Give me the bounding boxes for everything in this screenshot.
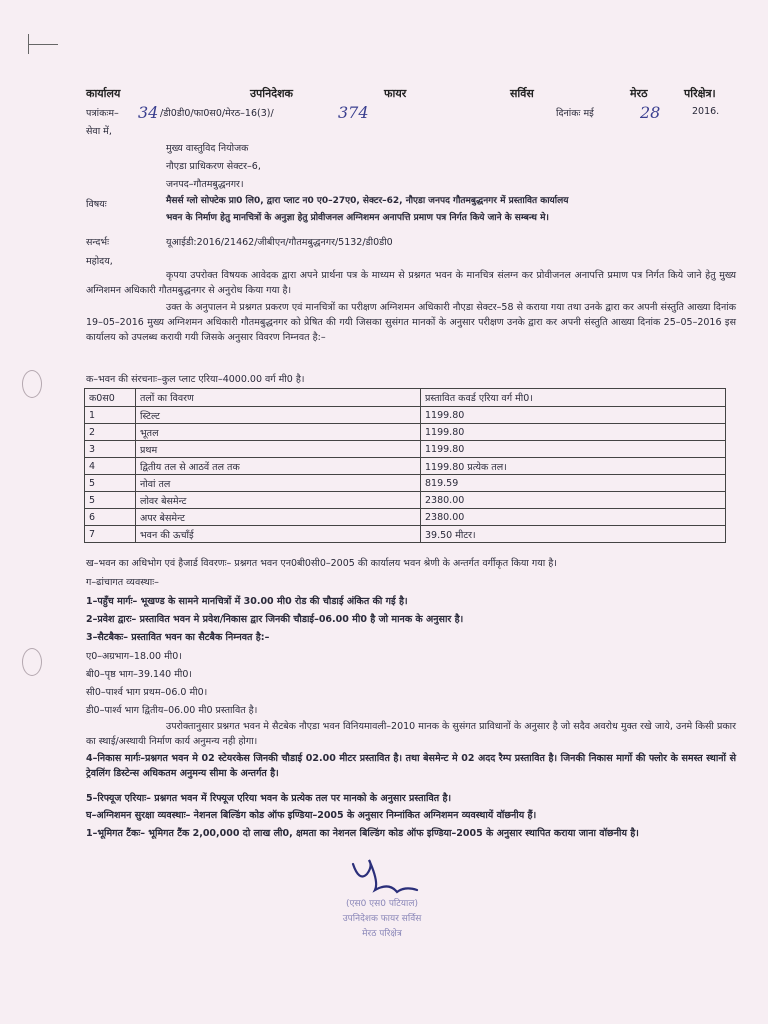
pen-mark-stroke [28, 44, 58, 45]
paragraph-refuge-area: 5–रिफ्यूज एरियाः– प्रश्नगत भवन में रिफ्यूज एरिया भवन के प्रत्येक तल पर मानको के अनुसार प्रस्तावित है। [86, 793, 452, 804]
table-row [85, 509, 726, 526]
header-office: कार्यालय [86, 87, 121, 100]
table-cell: 1199.80 [421, 424, 726, 441]
paragraph-1: कृपया उपरोक्त विषयक आवेदक द्वारा अपने प्रार्थना पत्र के माध्यम से प्रश्नगत भवन के मानचित्र संलग्न कर प्रोवीजनल अनापत्ति प्रमाण पत्र निर्गत किये जाने हेतु मुख्य अग्निशमन अधिकारी गौतमबुद्धनगर से अनुरोध किया गया है। [86, 270, 736, 296]
table-cell: 39.50 मीटर। [421, 526, 726, 543]
table-cell: 3 [85, 441, 136, 458]
addressee-line-1: मुख्य वास्तुविद नियोजक [166, 143, 249, 154]
paragraph-2: उक्त के अनुपालन मे प्रश्नगत प्रकरण एवं मानचित्रों का परीक्षण अग्निशमन अधिकारी नौएडा सेक्टर–58 से कराया गया तथा उनके द्वारा कर अपनी संस्तुति आख्या दिनांक 19–05–2016 मुख्य अग्निशमन अधिकारी गौतमबुद्धनगर को प्रेषित की गयी जिसका सुसंगत मानकों के अनुसार परीक्षण उनके द्वारा कर अपनी संस्तुति आख्या दिनांक 25–05–2016 इस कार्यालय को उपलब्ध करायी गयी जिसके अनुसार विवरण निम्नवत है:– [86, 302, 736, 343]
seva-label: सेवा में, [86, 126, 112, 137]
table-row [85, 441, 726, 458]
table-cell: 2 [85, 424, 136, 441]
section-g-structure: ग–ढांचागत व्यवस्थाः– [86, 577, 159, 588]
subject-label: विषयः [86, 199, 107, 210]
table-cell: 7 [85, 526, 136, 543]
reference-label: सन्दर्भः [86, 237, 109, 248]
table-cell: प्रथम [136, 441, 421, 458]
addressee-line-2: नौएडा प्राधिकरण सेक्टर–6, [166, 161, 261, 172]
table-header-cell: क0स0 [85, 389, 136, 407]
table-cell: नोवां तल [136, 475, 421, 492]
setback-front: ए0–अग्रभाग–18.00 मी0। [86, 651, 182, 662]
header-region: परिक्षेत्र। [684, 87, 716, 100]
table-cell: 5 [85, 475, 136, 492]
letter-number-label: पत्रांकःम– [86, 108, 119, 119]
date-year: 2016. [692, 106, 720, 117]
stamp-place: मेरठ परिक्षेत्र [362, 929, 402, 939]
setback-side-1: सी0–पार्श्व भाग प्रथम–06.0 मी0। [86, 687, 208, 698]
dispatch-number-handwritten: 374 [338, 103, 369, 122]
table-cell: अपर बेसमेन्ट [136, 509, 421, 526]
table-row [85, 458, 726, 475]
date-day-handwritten: 28 [640, 103, 661, 122]
salutation: महोदय, [86, 256, 113, 267]
stamp-name: (एस0 एस0 पटियाल) [346, 899, 418, 909]
table-cell: द्वितीय तल से आठवें तल तक [136, 458, 421, 475]
table-cell: 1 [85, 407, 136, 424]
punch-hole-top [22, 370, 42, 398]
reference-value: यूआईडी:2016/21462/जीबीएन/गौतमबुद्धनगर/5132/डी0डी0 [166, 237, 393, 248]
setback-side-2: डी0–पार्श्व भाग द्वितीय–06.00 मी0 प्रस्तावित है। [86, 705, 258, 716]
header-meerut: मेरठ [630, 87, 648, 100]
section-gh-fire-safety: घ–अग्निशमन सुरक्षा व्यवस्थाः– नेशनल बिल्डिंग कोड ऑफ इण्डिया–2005 के अनुसार निम्नांकित अग्निशमन व्यवस्थायें वॉछनीय हैं। [86, 810, 537, 821]
table-header-row [85, 389, 726, 407]
table-row [85, 492, 726, 509]
letter-number-handwritten: 34 [138, 103, 159, 122]
table-row [85, 475, 726, 492]
floors-table [84, 388, 726, 543]
section-kh-occupancy: ख–भवन का अधिभोग एवं हैजार्ड विवरणः– प्रश्नगत भवन एन0बी0सी0–2005 की कार्यालय भवन श्रेणी के अन्तर्गत वर्गीकृत किया गया है। [86, 558, 557, 569]
table-cell: 1199.80 प्रत्येक तल। [421, 458, 726, 475]
paragraph-underground-tank: 1–भूमिगत टैंकः– भूमिगत टैंक 2,00,000 दो लाख ली0, क्षमता का नेशनल बिल्डिंग कोड ऑफ इण्डिया–2005 के अनुसार स्थापित कराया जाना वॉछनीय है। [86, 828, 639, 839]
table-row [85, 424, 726, 441]
signature [345, 852, 425, 900]
table-row [85, 526, 726, 543]
table-cell: 1199.80 [421, 407, 726, 424]
date-label: दिनांकः मई [556, 108, 594, 119]
subject-line-2: भवन के निर्माण हेतु मानचित्रों के अनुज्ञा हेतु प्रोवीजनल अग्निशमन अनापत्ति प्रमाण पत्र निर्गत किये जाने के सम्बन्ध मे। [166, 213, 549, 223]
letter-number-middle: /डी0डी0/फा0स0/मेरठ–16(3)/ [160, 108, 274, 119]
table-cell: 5 [85, 492, 136, 509]
header-fire: फायर [384, 87, 407, 100]
table-row [85, 407, 726, 424]
table-cell: 1199.80 [421, 441, 726, 458]
item-access-road: 1–पहुँच मार्गः– भूखण्ड के सामने मानचित्रों में 30.00 मी0 रोड की चौडाई अंकित की गई है। [86, 596, 408, 607]
header-service: सर्विस [510, 87, 534, 100]
item-setback: 3–सैटबैकः– प्रस्तावित भवन का सैटबैक निम्नवत है:– [86, 632, 270, 643]
table-cell: भूतल [136, 424, 421, 441]
addressee-line-3: जनपद–गौतमबुद्धनगर। [166, 179, 244, 190]
table-cell: भवन की ऊचाँई [136, 526, 421, 543]
header-deputy-director: उपनिदेशक [250, 87, 293, 100]
table-cell: स्टिल्ट [136, 407, 421, 424]
table-cell: 2380.00 [421, 492, 726, 509]
stamp-title: उपनिदेशक फायर सर्विस [342, 914, 422, 924]
setback-rear: बी0–पृष्ठ भाग–39.140 मी0। [86, 669, 192, 680]
table-header-cell: तलों का विवरण [136, 389, 421, 407]
table-header-cell: प्रस्तावित कवर्ड एरिया वर्ग मी0। [421, 389, 726, 407]
table-cell: लोवर बेसमेन्ट [136, 492, 421, 509]
subject-line-1: मैसर्स ग्लो सोफ्टेक प्रा0 लि0, द्वारा प्लाट न0 ए0–27ए0, सेक्टर–62, नौएडा जनपद गौतमबुद्धनगर में प्रस्तावित कार्यालय [166, 196, 569, 206]
section-k-structure: क–भवन की संरचनाः–कुल प्लाट एरिया–4000.00 वर्ग मी0 है। [86, 374, 305, 385]
table-cell: 4 [85, 458, 136, 475]
table-cell: 2380.00 [421, 509, 726, 526]
table-cell: 6 [85, 509, 136, 526]
punch-hole-bottom [22, 648, 42, 676]
paragraph-exit-routes: 4–निकास मार्गः–प्रश्नगत भवन मे 02 स्टेयरकेस जिनकी चौडाई 02.00 मीटर प्रस्तावित है। तथा बेसमेन्ट मे 02 अदद रैम्प प्रस्तावित है। जिनकी निकास मार्गो की फ्लोर के समस्त स्थानों से ट्रेवलिंग डिस्टेन्स अधिकतम अनुमन्य सीमा के अन्तर्गत है। [86, 753, 736, 779]
table-cell: 819.59 [421, 475, 726, 492]
item-entry-gate: 2–प्रवेश द्वारः– प्रस्तावित भवन मे प्रवेश/निकास द्वार जिनकी चौडाई–06.00 मी0 है जो मानक के अनुसार है। [86, 614, 464, 625]
paragraph-setback-note: उपरोक्तानुसार प्रश्नगत भवन मे सैटबेक नौएडा भवन विनियमावली–2010 मानक के सुसंगत प्राविधानों के अनुसार है जो सदैव अवरोध मुक्त रखे जाये, उनमे किसी प्रकार का स्थाई/अस्थायी निर्माण कार्य अनुमन्य नही होगा। [86, 721, 736, 747]
